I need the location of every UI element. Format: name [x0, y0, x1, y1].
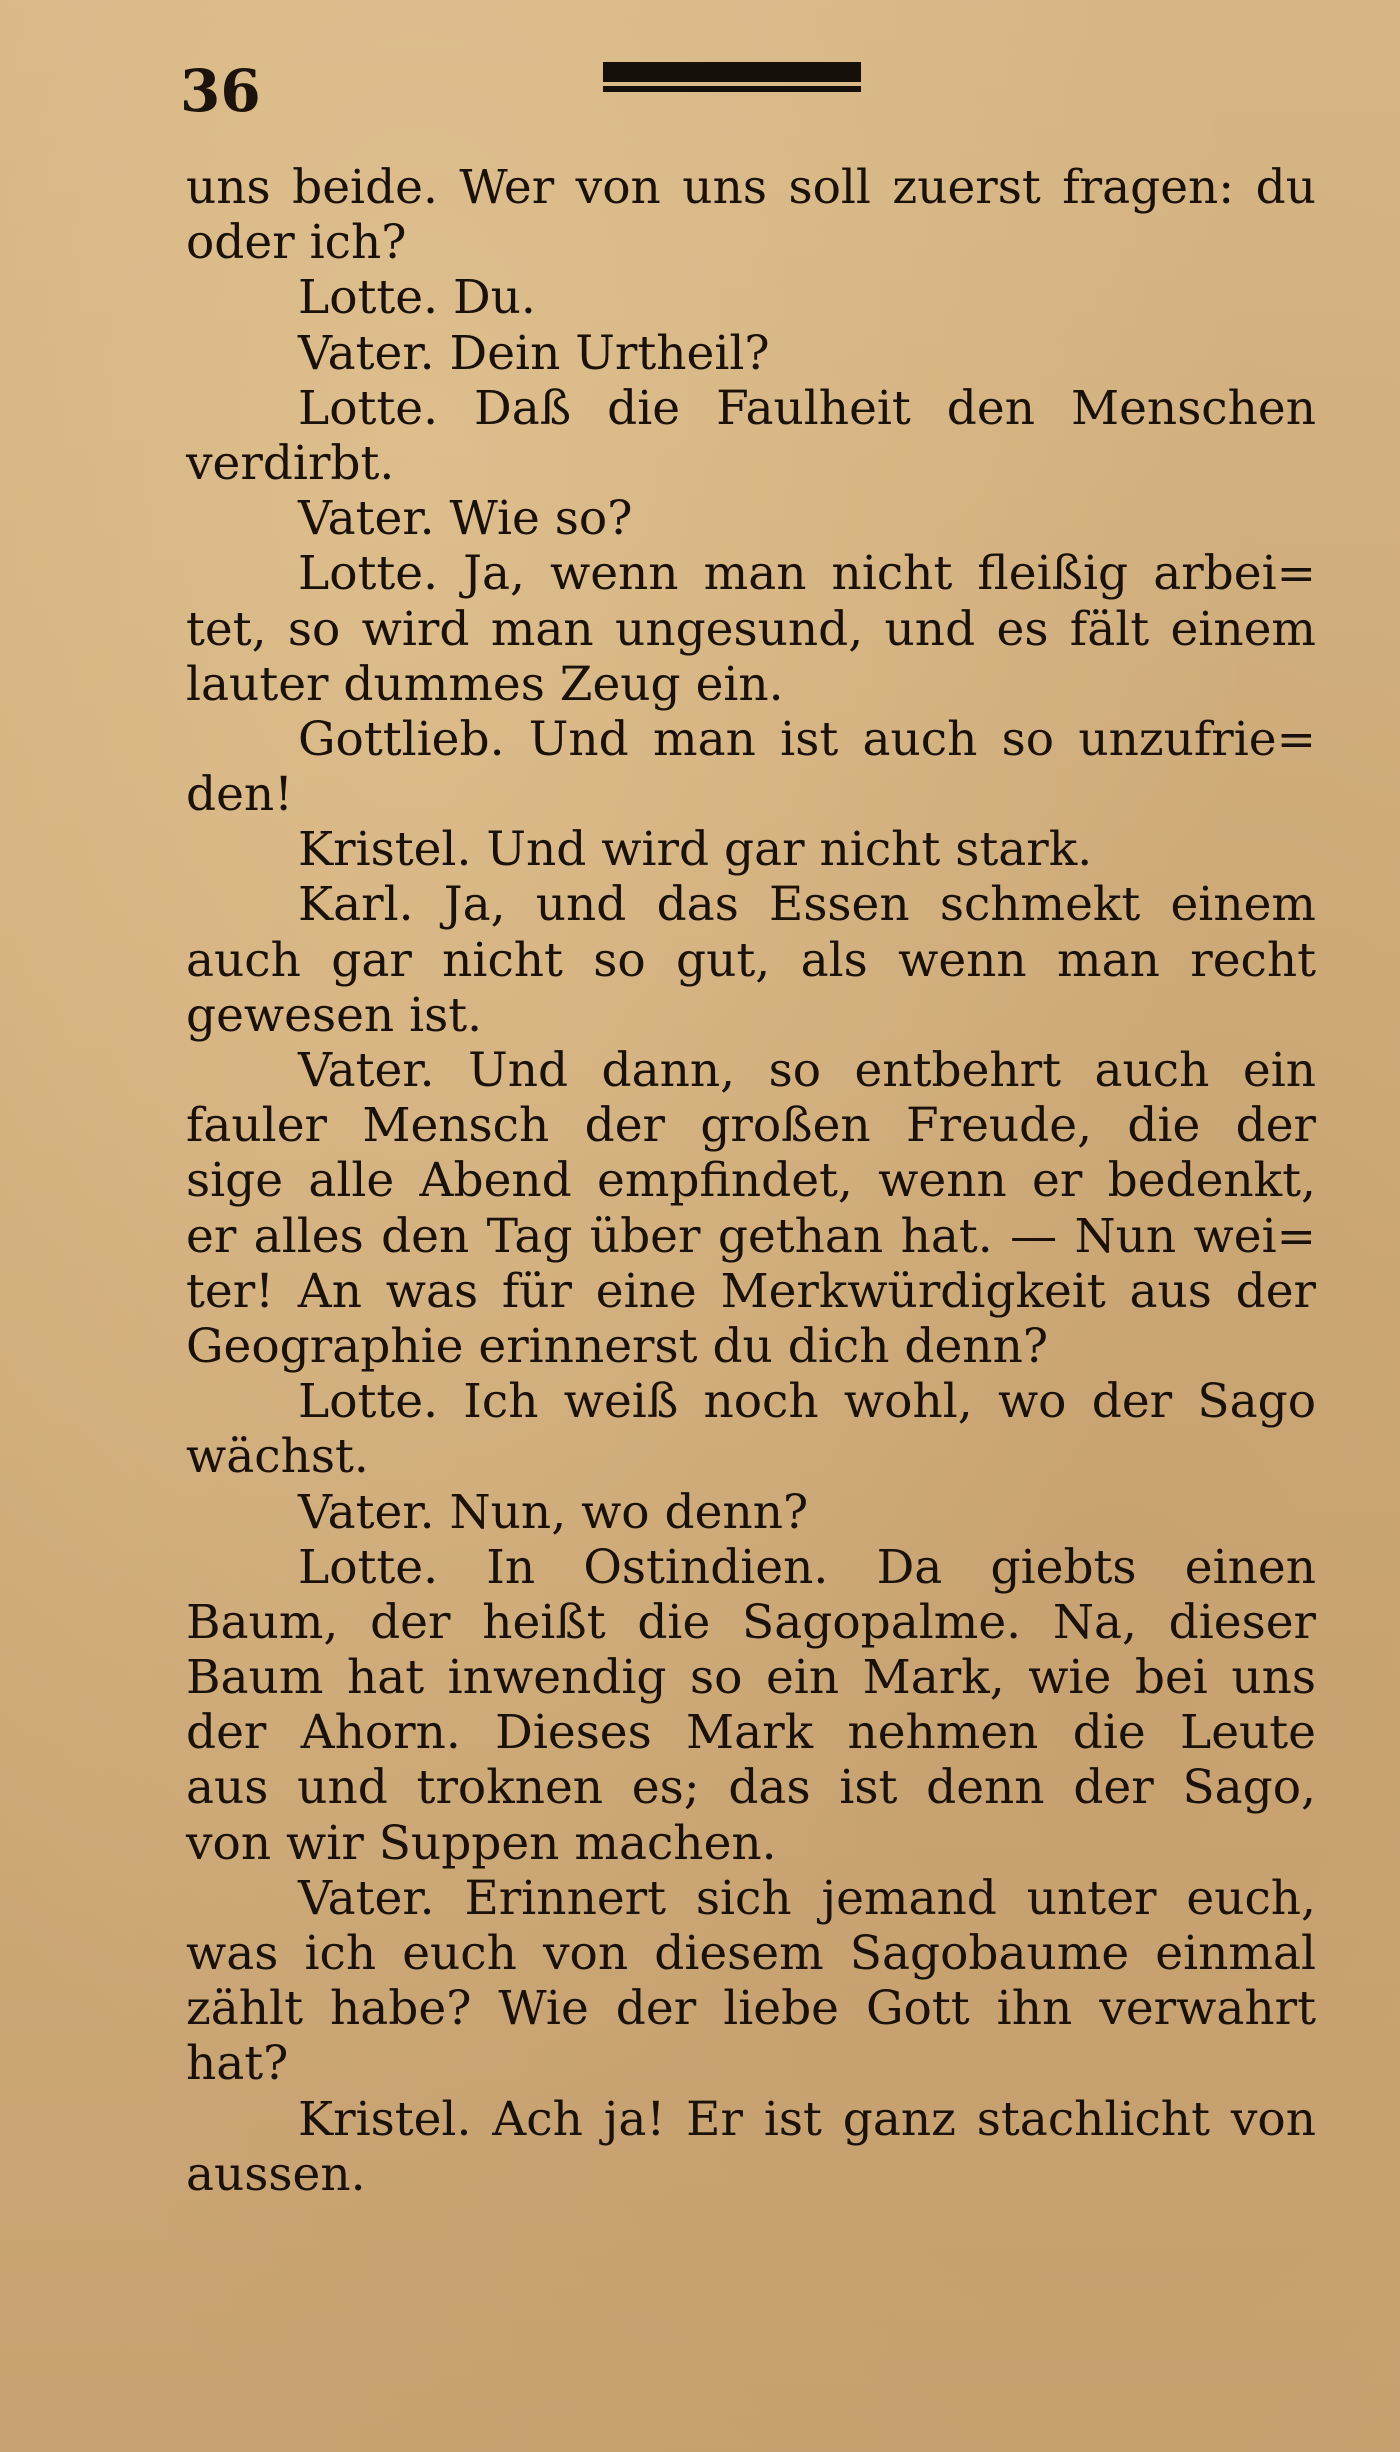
- text-line: verdirbt.: [186, 435, 395, 491]
- text-line: den!: [186, 767, 294, 823]
- text-line: fauler Mensch der großen Freude, die der: [186, 1098, 1316, 1154]
- text-line: was ich euch von diesem Sagobaume einmal: [186, 1926, 1316, 1981]
- text-line: Kristel. Und wird gar nicht stark.: [298, 822, 1093, 878]
- text-line: Lotte. Du.: [298, 270, 536, 326]
- text-line: Vater. Dein Urtheil?: [298, 325, 770, 381]
- text-line: hat?: [186, 2036, 289, 2092]
- text-line: Baum hat inwendig so ein Mark, wie bei uns: [186, 1650, 1316, 1706]
- text-line: Vater. Wie so?: [298, 491, 633, 547]
- text-line: Lotte. Daß die Faulheit den Menschen: [298, 380, 1316, 436]
- page-number: 36: [180, 57, 261, 125]
- text-line: Vater. Erinnert sich jemand unter euch,: [298, 1870, 1316, 1926]
- text-line: Vater. Nun, wo denn?: [298, 1484, 809, 1540]
- text-line: Baum, der heißt die Sagopalme. Na, dieser: [186, 1594, 1316, 1650]
- text-line: wächst.: [186, 1429, 369, 1485]
- text-line: Lotte. Ja, wenn man nicht fleißig arbei=: [298, 546, 1316, 602]
- text-line: lauter dummes Zeug ein.: [186, 656, 784, 712]
- text-line: er alles den Tag über gethan hat. — Nun wei=: [186, 1208, 1316, 1264]
- text-line: auch gar nicht so gut, als wenn man recht: [186, 932, 1316, 988]
- text-line: Geographie erinnerst du dich denn?: [186, 1318, 1049, 1374]
- text-line: Lotte. In Ostindien. Da giebts einen: [298, 1539, 1316, 1595]
- text-line: oder ich?: [186, 215, 407, 271]
- text-line: von wir Suppen machen.: [186, 1815, 777, 1871]
- text-line: ter! An was für eine Merkwürdigkeit aus der: [186, 1263, 1316, 1319]
- text-line: sige alle Abend empfindet, wenn er bedenkt,: [186, 1153, 1316, 1209]
- text-line: uns beide. Wer von uns soll zuerst fragen: du: [186, 160, 1316, 215]
- text-line: Karl. Ja, und das Essen schmekt einem: [298, 877, 1316, 933]
- text-line: der Ahorn. Dieses Mark nehmen die Leute: [186, 1705, 1316, 1761]
- text-line: Kristel. Ach ja! Er ist ganz stachlicht von: [298, 2091, 1316, 2147]
- body-text: [186, 160, 1316, 2202]
- text-line: tet, so wird man ungesund, und es fält einem: [186, 601, 1316, 657]
- text-line: Vater. Und dann, so entbehrt auch ein: [298, 1043, 1316, 1098]
- text-line: aussen.: [186, 2146, 366, 2202]
- header-rule: [603, 62, 861, 82]
- text-line: Gottlieb. Und man ist auch so unzufrie=: [298, 711, 1316, 767]
- text-line: Lotte. Ich weiß noch wohl, wo der Sago: [298, 1374, 1316, 1430]
- text-line: gewesen ist.: [186, 987, 483, 1043]
- text-line: aus und troknen es; das ist denn der Sago,: [186, 1760, 1316, 1816]
- text-line: zählt habe? Wie der liebe Gott ihn verwahrt: [186, 1981, 1316, 2037]
